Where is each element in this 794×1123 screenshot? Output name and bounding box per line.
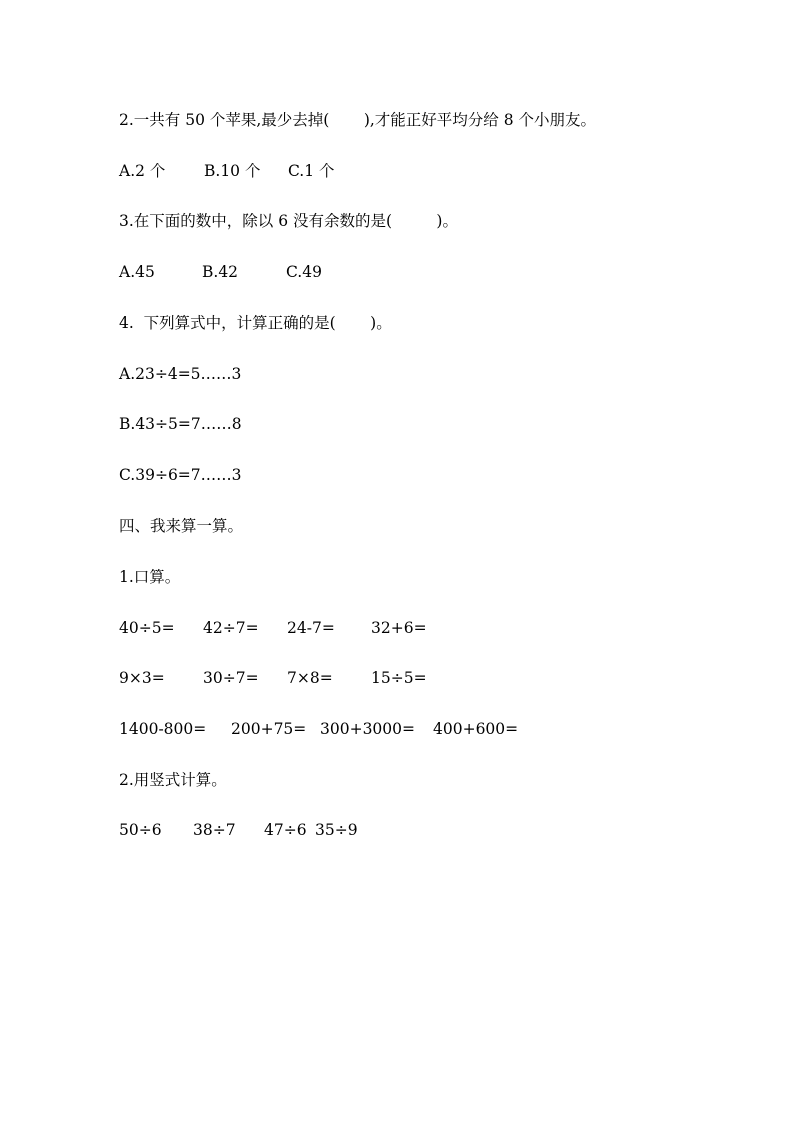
- mental-math-row: [119, 618, 539, 638]
- question-4-option-b: B.43÷5=7……8: [119, 415, 242, 433]
- math-problem: 7×8=: [287, 669, 333, 687]
- vertical-calc-title: 2.用竖式计算。: [119, 771, 227, 789]
- math-problem: 9×3=: [119, 669, 165, 687]
- option-b: B.10 个: [204, 162, 261, 180]
- question-2: 2.一共有 50 个苹果,最少去掉( ),才能正好平均分给 8 个小朋友。: [119, 111, 597, 129]
- option-c: C.1 个: [288, 162, 335, 180]
- question-2-options: [119, 161, 419, 181]
- calc-problem: 35÷9: [315, 821, 358, 839]
- math-problem: 1400-800=: [119, 720, 207, 738]
- math-problem: 400+600=: [433, 720, 519, 738]
- math-problem: 15÷5=: [371, 669, 427, 687]
- question-3-options: [119, 262, 419, 282]
- question-4-option-c: C.39÷6=7……3: [119, 466, 242, 484]
- section-4-heading: 四、我来算一算。: [119, 517, 244, 535]
- math-problem: 32+6=: [371, 619, 427, 637]
- question-3: 3.在下面的数中，除以 6 没有余数的是( )。: [119, 212, 458, 230]
- math-problem: 30÷7=: [203, 669, 259, 687]
- mental-math-row: [119, 668, 539, 688]
- calc-problem: 38÷7: [193, 821, 236, 839]
- question-4: 4. 下列算式中，计算正确的是( )。: [119, 314, 392, 332]
- math-problem: 200+75=: [231, 720, 307, 738]
- option-a: A.2 个: [119, 162, 166, 180]
- math-problem: 42÷7=: [203, 619, 259, 637]
- option-c: C.49: [286, 263, 322, 281]
- math-problem: 40÷5=: [119, 619, 175, 637]
- math-problem: 300+3000=: [320, 720, 416, 738]
- calc-problem: 47÷6: [264, 821, 307, 839]
- calc-problem: 50÷6: [119, 821, 162, 839]
- option-b: B.42: [202, 263, 239, 281]
- math-problem: 24-7=: [287, 619, 335, 637]
- mental-math-row: [119, 719, 539, 739]
- mental-math-title: 1.口算。: [119, 568, 181, 586]
- question-4-option-a: A.23÷4=5……3: [119, 365, 242, 383]
- option-a: A.45: [119, 263, 155, 281]
- vertical-calc-row: [119, 820, 419, 840]
